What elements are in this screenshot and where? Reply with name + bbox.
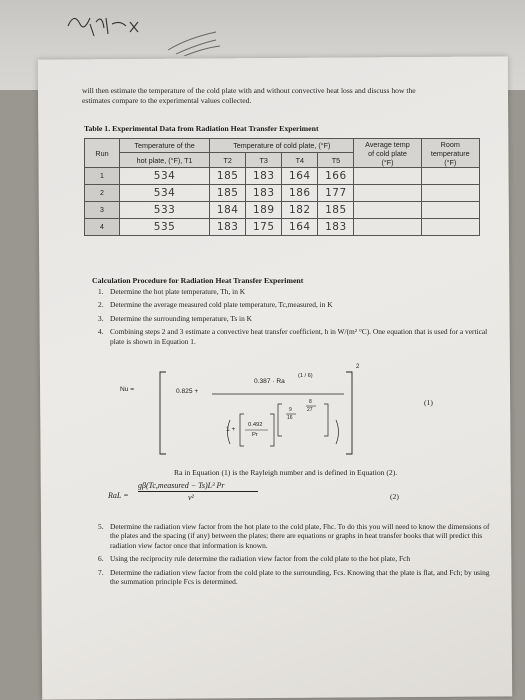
eq1-one-plus: 1 + <box>226 426 236 433</box>
cell-t5: 183 <box>318 219 354 236</box>
eq1-exp-a-den: 16 <box>287 415 293 421</box>
cell-t2: 185 <box>210 185 246 202</box>
header-hot-plate-1: Temperature of the <box>120 139 210 153</box>
eq2-label: (2) <box>390 492 399 501</box>
run-number: 3 <box>85 202 120 219</box>
list-item: 1. Determine the hot plate temperature, Th, in K <box>98 287 246 296</box>
steps-list-a <box>98 287 490 350</box>
cell-t1: 534 <box>120 168 210 185</box>
eq1-exp-b-num: 8 <box>309 399 312 405</box>
cell-t1: 533 <box>120 202 210 219</box>
cell-t2: 184 <box>210 202 246 219</box>
header-t3: T3 <box>246 153 282 168</box>
eq1-nu: Nu = <box>120 386 135 393</box>
cell-t5: 177 <box>318 185 354 202</box>
table-row <box>85 185 480 202</box>
eq1-numerator-exponent: (1 / 6) <box>298 373 313 379</box>
steps-list-b <box>98 522 490 590</box>
cell-t4: 182 <box>282 202 318 219</box>
eq1-inner-numerator: 0.492 <box>248 422 263 428</box>
experimental-data-table <box>84 138 480 236</box>
cell-room <box>421 168 479 185</box>
cell-t1: 535 <box>120 219 210 236</box>
table-row <box>85 168 480 185</box>
cell-average <box>354 202 421 219</box>
cell-t5: 166 <box>318 168 354 185</box>
cell-t4: 186 <box>282 185 318 202</box>
header-t2: T2 <box>210 153 246 168</box>
cell-average <box>354 219 421 236</box>
cell-t3: 183 <box>246 168 282 185</box>
intro-paragraph: will then estimate the temperature of the cold plate with and without convective heat loss and discuss how the estimates compare to the experimental values collected. <box>82 86 416 105</box>
cell-t3: 175 <box>246 219 282 236</box>
list-item: 2. Determine the average measured cold plate temperature, Tc,measured, in K <box>98 300 333 310</box>
cell-t5: 185 <box>318 202 354 219</box>
run-number: 4 <box>85 219 120 236</box>
run-number: 2 <box>85 185 120 202</box>
header-t5: T5 <box>318 153 354 168</box>
table-row <box>85 202 480 219</box>
equation-1 <box>120 364 400 460</box>
calculation-section-title: Calculation Procedure for Radiation Heat Transfer Experiment <box>92 276 304 285</box>
header-room-temp: Room temperature (°F) <box>421 139 479 168</box>
eq1-inner-denominator: Pr <box>252 432 258 438</box>
list-item: 7. Determine the radiation view factor from the cold plate to the surrounding, Fcs. Knowing that the plate is flat, and Fch; by using the summation principle Fcs is determined. <box>98 567 490 587</box>
run-number: 1 <box>85 168 120 185</box>
cell-average <box>354 168 421 185</box>
eq2-fraction-bar <box>138 491 258 492</box>
header-cold-plate: Temperature of cold plate, (°F) <box>210 139 354 153</box>
eq1-numerator: 0.387 · Ra <box>254 378 285 385</box>
eq1-outer-exponent: 2 <box>356 364 360 370</box>
eq1-label: (1) <box>424 398 433 407</box>
rayleigh-definition-text: Ra in Equation (1) is the Rayleigh number and is defined in Equation (2). <box>174 468 398 477</box>
list-item: 3. Determine the surrounding temperature, Ts in K <box>98 313 252 323</box>
eq1-constant: 0.825 + <box>176 388 199 395</box>
list-item: 4. Combining steps 2 and 3 estimate a convective heat transfer coefficient, h in W/(m² °C). One equation that is used for a vertical plate is shown in Equation 1. <box>98 327 488 346</box>
cell-t2: 185 <box>210 168 246 185</box>
handwritten-scribble-top <box>60 6 260 56</box>
cell-average <box>354 185 421 202</box>
list-item: 6. Using the reciprocity rule determine the radiation view factor from the cold plate to the hot plate, Fch <box>98 554 411 564</box>
table-row <box>85 219 480 236</box>
cell-t1: 534 <box>120 185 210 202</box>
cell-room <box>421 185 479 202</box>
cell-t2: 183 <box>210 219 246 236</box>
eq2-denominator: ν² <box>188 493 194 502</box>
cell-room <box>421 202 479 219</box>
eq2-lhs: RaL = <box>108 491 129 500</box>
eq2-numerator: gβ(Tc,measured − Ts)L³ Pr <box>138 481 225 490</box>
cell-t3: 183 <box>246 185 282 202</box>
list-item: 5. Determine the radiation view factor from the hot plate to the cold plate, Fhc. To do this you will need to know the dimensions of the plates and the spacing (if any) between the plates; there are equations or graphs in heat transfer books that will predict this radiation view factor once that information is known. <box>98 522 490 550</box>
header-t4: T4 <box>282 153 318 168</box>
cell-t4: 164 <box>282 219 318 236</box>
eq1-exp-a-num: 9 <box>289 407 292 413</box>
header-average-temp: Average temp of cold plate (°F) <box>354 139 421 168</box>
header-run: Run <box>85 139 120 168</box>
table-caption: Table 1. Experimental Data from Radiation Heat Transfer Experiment <box>84 124 319 133</box>
cell-t4: 164 <box>282 168 318 185</box>
eq1-exp-b-den: 27 <box>307 407 313 413</box>
cell-t3: 189 <box>246 202 282 219</box>
cell-room <box>421 219 479 236</box>
header-hot-plate-2: hot plate, (°F), T1 <box>120 153 210 168</box>
